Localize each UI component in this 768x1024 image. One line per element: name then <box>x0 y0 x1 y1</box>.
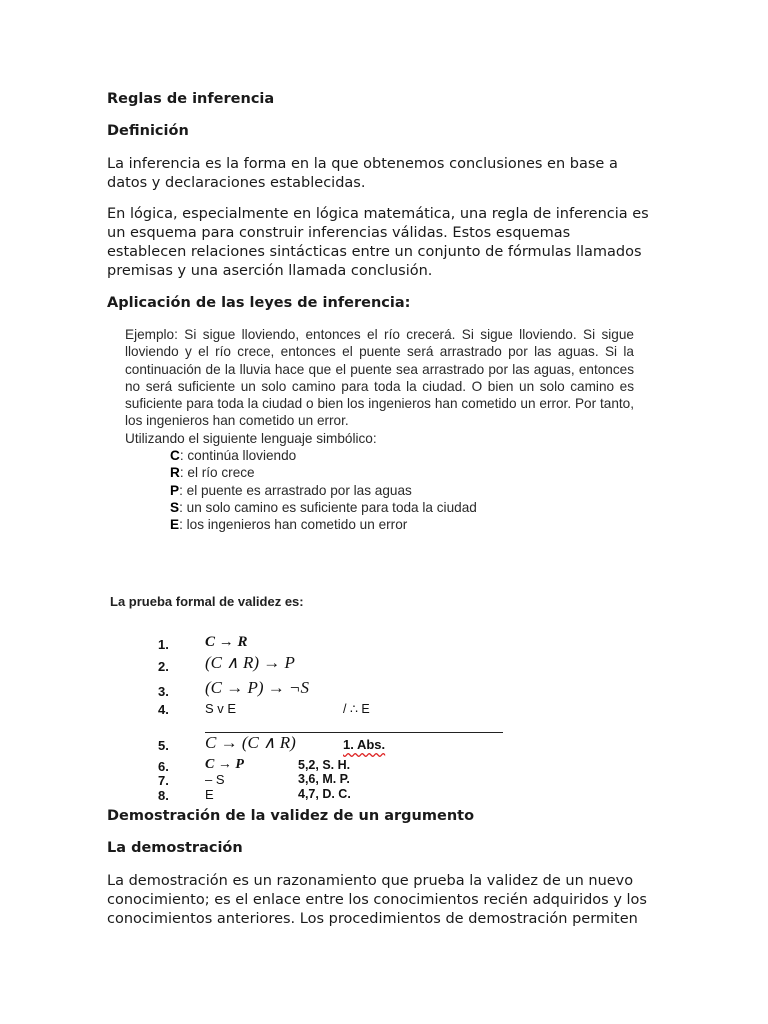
symbol-key: P <box>170 482 180 498</box>
proof-step-number: 4. <box>158 702 169 717</box>
proof-step-justification: 4,7, D. C. <box>298 787 351 801</box>
proof-step-number: 6. <box>158 759 169 774</box>
page-title: Reglas de inferencia <box>107 91 275 107</box>
symbolic-intro: Utilizando el siguiente lenguaje simbólico: <box>125 430 377 446</box>
proof-step-expression: C → R <box>205 634 248 650</box>
application-heading: Aplicación de las leyes de inferencia: <box>107 295 411 311</box>
symbol-desc: : los ingenieros han cometido un error <box>179 517 408 533</box>
definition-heading: Definición <box>107 123 189 139</box>
symbol-desc: : el río crece <box>179 465 255 481</box>
definition-paragraph-2: En lógica, especialmente en lógica matemática, una regla de inferencia es un esquema para construir inferencias válidas. Estos esquemas establecen relaciones sintácticas entre un conjunto de fórmulas llamados premisas y una aserción llamada conclusión. <box>107 206 649 279</box>
proof-step-number: 7. <box>158 773 169 788</box>
proof-step-expression: (C ∧ R) → P <box>205 653 295 672</box>
symbol-key: R <box>170 465 180 481</box>
demonstration-subheading: La demostración <box>107 840 243 856</box>
symbol-desc: : continúa lloviendo <box>179 448 297 464</box>
proof-step-number: 1. <box>158 637 169 652</box>
symbol-desc: : un solo camino es suficiente para toda la ciudad <box>179 499 477 515</box>
proof-step-expression: E <box>205 787 214 802</box>
example-text: Ejemplo: Si sigue lloviendo, entonces el río crecerá. Si sigue lloviendo. Si sigue lloviendo y el río crece, entonces el puente será arrastrado por las aguas. Si la continuación de la lluvia hace que el puente sea arrastrado por las aguas, entonces no será suficiente un solo camino para toda la ciudad. O bien un solo camino es suficiente para toda la ciudad o bien los ingenieros han cometido un error. Por tanto, los ingenieros han cometido un error. <box>125 327 634 429</box>
proof-title: La prueba formal de validez es: <box>110 594 304 609</box>
proof-step-number: 3. <box>158 684 169 699</box>
proof-step-justification: 5,2, S. H. <box>298 758 351 772</box>
proof-step-conclusion: / ∴ E <box>343 702 370 716</box>
proof-step-expression: C → P <box>205 757 244 772</box>
proof-step-expression: C → (C ∧ R) <box>205 733 296 752</box>
proof-step-number: 2. <box>158 659 169 674</box>
proof-step-expression: – S <box>205 772 225 787</box>
symbol-desc: : el puente es arrastrado por las aguas <box>179 482 412 498</box>
symbol-key: C <box>170 448 180 464</box>
symbol-key: S <box>170 499 180 515</box>
proof-step-number: 8. <box>158 788 169 803</box>
proof-step-number: 5. <box>158 738 169 753</box>
demonstration-paragraph: La demostración es un razonamiento que prueba la validez de un nuevo conocimiento; es el enlace entre los conocimientos recién adquiridos y los conocimientos anteriores. Los procedimientos de demostración permiten <box>107 873 647 927</box>
demonstration-heading: Demostración de la validez de un argumento <box>107 808 475 824</box>
proof-step-justification: 3,6, M. P. <box>298 772 350 786</box>
symbol-key: E <box>170 517 180 533</box>
proof-step-expression: (C → P) → ¬S <box>205 678 310 697</box>
definition-paragraph-1: La inferencia es la forma en la que obtenemos conclusiones en base a datos y declaraciones establecidas. <box>107 156 618 191</box>
proof-step-justification: 1. Abs. <box>343 737 386 752</box>
proof-step-expression: S v E <box>205 701 237 716</box>
